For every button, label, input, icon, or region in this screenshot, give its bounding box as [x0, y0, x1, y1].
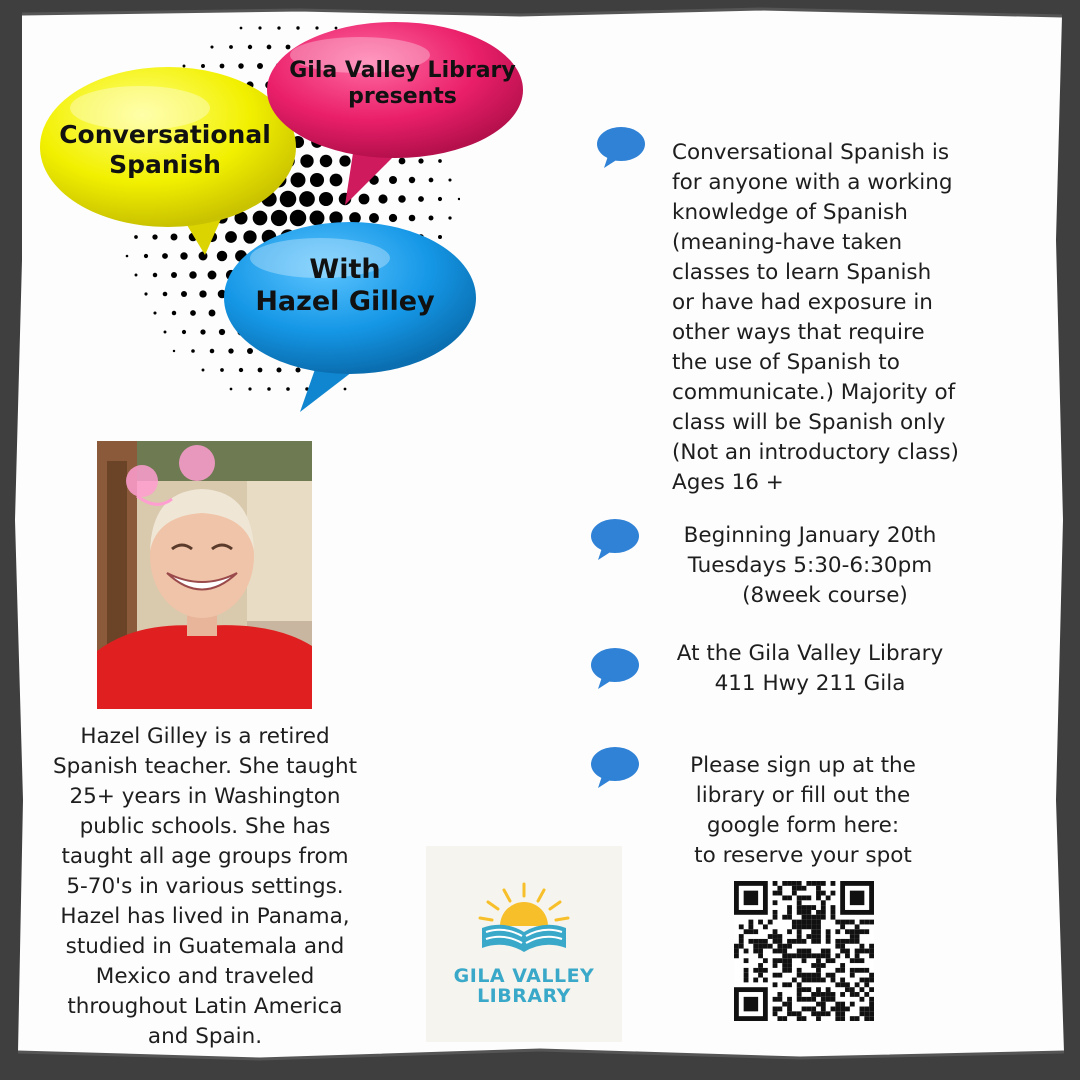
description-line: for anyone with a working — [672, 170, 953, 195]
description-line: classes to learn Spanish — [672, 260, 932, 285]
signup-line: google form here: — [706, 813, 900, 838]
description-line: Ages 16 + — [672, 470, 784, 495]
bubble-text-library-presents — [280, 58, 525, 111]
bio-line: public schools. She has — [79, 814, 331, 839]
location-line: 411 Hwy 211 Gila — [714, 671, 906, 696]
course-schedule — [640, 521, 980, 611]
bio-line: throughout Latin America — [67, 994, 343, 1019]
bubble-line: Hazel Gilley — [255, 286, 435, 318]
bio-line: 25+ years in Washington — [69, 784, 341, 809]
bubble-line: presents — [348, 84, 457, 110]
speech-bubble-icon — [590, 746, 640, 790]
instructor-photo — [97, 441, 312, 709]
description-line: Conversational Spanish is — [672, 140, 950, 165]
logo-line: LIBRARY — [477, 985, 571, 1007]
signup-line: Please sign up at the — [690, 753, 916, 778]
bio-line: taught all age groups from — [61, 844, 349, 869]
schedule-line: Tuesdays 5:30-6:30pm — [687, 553, 933, 578]
speech-bubble-icon — [596, 126, 646, 170]
pink-speech-bubble — [267, 22, 523, 205]
description-line: the use of Spanish to — [672, 350, 900, 375]
bubble-line: With — [309, 254, 381, 285]
description-line: knowledge of Spanish — [672, 200, 908, 225]
description-line: or have had exposure in — [672, 290, 933, 315]
course-location — [640, 639, 980, 699]
schedule-line: (8week course) — [742, 583, 908, 608]
bubble-line: Gila Valley Library — [289, 58, 516, 83]
course-description — [672, 138, 1012, 498]
bio-line: and Spain. — [147, 1024, 263, 1049]
bubble-text-conversational-spanish — [55, 120, 275, 180]
bubble-text-with-hazel-gilley — [235, 254, 455, 319]
instructor-bio — [30, 722, 380, 1052]
description-line: (meaning-have taken — [672, 230, 903, 255]
description-line: communicate.) Majority of — [672, 380, 956, 405]
bio-line: Hazel Gilley is a retired — [80, 724, 330, 749]
bio-line: 5-70's in various settings. — [66, 874, 344, 899]
bubble-line: Spanish — [109, 150, 221, 179]
speech-bubble-icon — [590, 518, 640, 562]
speech-bubble-icon — [590, 647, 640, 691]
bio-line: studied in Guatemala and — [65, 934, 345, 959]
bio-line: Mexico and traveled — [95, 964, 315, 989]
bubble-line: Conversational — [59, 120, 271, 149]
library-logo-text — [426, 966, 622, 1006]
sun-book-icon — [474, 882, 574, 962]
description-line: other ways that require — [672, 320, 925, 345]
schedule-line: Beginning January 20th — [683, 523, 937, 548]
description-line: (Not an introductory class) — [672, 440, 959, 465]
bio-line: Spanish teacher. She taught — [52, 754, 358, 779]
library-logo — [426, 846, 622, 1042]
signup-instructions — [638, 751, 968, 871]
signup-line: library or fill out the — [695, 783, 911, 808]
qr-code-icon[interactable] — [734, 881, 874, 1021]
logo-line: GILA VALLEY — [453, 965, 595, 987]
description-line: class will be Spanish only — [672, 410, 946, 435]
signup-line: to reserve your spot — [694, 843, 912, 868]
bio-line: Hazel has lived in Panama, — [60, 904, 350, 929]
location-line: At the Gila Valley Library — [676, 641, 944, 666]
